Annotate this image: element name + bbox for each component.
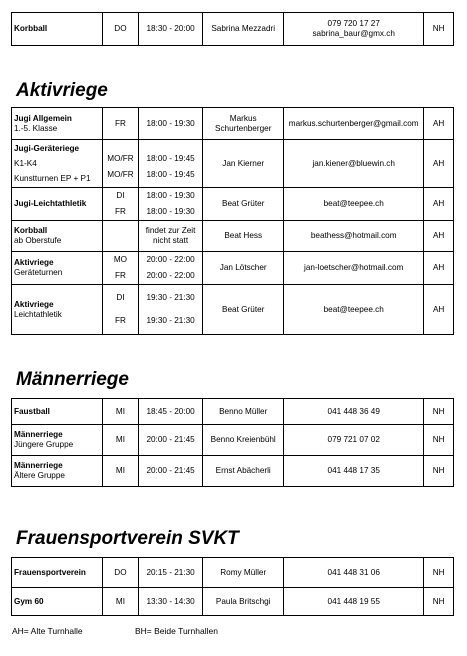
contact-cell: beathess@hotmail.com (284, 221, 424, 252)
hall-cell: NH (424, 13, 454, 46)
top-table (11, 12, 454, 46)
table-row (12, 425, 454, 456)
group-name: Korbball (12, 13, 103, 46)
day-cell: MI (103, 399, 139, 425)
section-title-maennerriege: Männerriege (16, 369, 129, 390)
time-cell (138, 221, 202, 252)
group-name: Jugi Allgemein (14, 113, 72, 123)
time-cell (138, 188, 202, 221)
group-name: Aktivriege (14, 299, 54, 309)
time-cell (138, 140, 202, 188)
time-cell: 18:45 - 20:00 (138, 399, 202, 425)
group-cell (12, 221, 103, 252)
table-row (12, 221, 454, 252)
time-cell: 13:30 - 14:30 (138, 588, 202, 616)
time-value: 18:00 - 19:45 (146, 169, 195, 179)
time-value: 18:00 - 19:30 (146, 207, 195, 216)
aktivriege-table (11, 107, 454, 335)
group-name: Faustball (12, 399, 103, 425)
legend-bh: BH= Beide Turnhallen (135, 626, 218, 636)
day-cell: DO (103, 13, 139, 46)
group-sub: ab Oberstufe (14, 236, 62, 245)
time-cell (138, 285, 202, 335)
table-row (12, 456, 454, 487)
leader-cell: Romy Müller (203, 558, 284, 588)
group-sub: Ältere Gruppe (14, 471, 65, 480)
day-cell (103, 285, 139, 335)
group-cell (12, 285, 103, 335)
group-name: Aktivriege (14, 258, 54, 267)
time-cell: 18:00 - 19:30 (138, 108, 202, 140)
table-row (12, 188, 454, 221)
group-name: Männerriege (14, 430, 63, 439)
leader-last: Schurtenberger (214, 123, 272, 133)
table-row (12, 285, 454, 335)
group-sub: Kunstturnen EP + P1 (14, 173, 91, 183)
group-name: Jugi-Leichtathletik (12, 188, 103, 221)
time-value: 18:00 - 19:45 (146, 153, 195, 163)
hall-cell: AH (424, 285, 454, 335)
group-sub: Leichtathletik (14, 309, 62, 319)
hall-cell: AH (424, 108, 454, 140)
table-row (12, 252, 454, 285)
table-row (12, 140, 454, 188)
group-sub: Geräteturnen (14, 268, 63, 277)
hall-cell: AH (424, 140, 454, 188)
contact-cell: beat@teepee.ch (284, 285, 424, 335)
time-value: 20:00 - 22:00 (146, 255, 195, 264)
leader-cell: Benno Müller (203, 399, 284, 425)
table-row (12, 399, 454, 425)
day-value: FR (114, 316, 126, 325)
day-cell (103, 140, 139, 188)
time-cell: 20:00 - 21:45 (138, 456, 202, 487)
group-cell (12, 140, 103, 188)
time-note: nicht statt (153, 236, 189, 245)
group-name: Korbball (14, 226, 48, 235)
group-sub: K1-K4 (14, 158, 37, 168)
hall-cell: NH (424, 558, 454, 588)
group-name: Männerriege (14, 461, 63, 470)
maennerriege-table (11, 398, 454, 487)
leader-cell: Jan Lötscher (203, 252, 284, 285)
group-cell (12, 425, 103, 456)
day-value: FR (114, 271, 126, 280)
contact-cell: 041 448 17 35 (284, 456, 424, 487)
legend-ah: AH= Alte Turnhalle (12, 626, 83, 636)
time-value: 20:00 - 22:00 (146, 271, 195, 280)
day-value: MO/FR (107, 169, 134, 179)
time-cell: 18:30 - 20:00 (138, 13, 202, 46)
hall-cell: AH (424, 188, 454, 221)
time-cell: 20:00 - 21:45 (138, 425, 202, 456)
contact-cell: 041 448 19 55 (284, 588, 424, 616)
day-value: FR (114, 207, 126, 216)
day-cell (103, 221, 139, 252)
time-value: 19:30 - 21:30 (146, 316, 195, 325)
table-row (12, 108, 454, 140)
day-value: MO/FR (107, 153, 134, 163)
time-cell (138, 252, 202, 285)
day-cell: DO (103, 558, 139, 588)
contact-cell: jan-loetscher@hotmail.com (284, 252, 424, 285)
table-row (12, 558, 454, 588)
day-value: DI (116, 293, 125, 302)
leader-cell (203, 108, 284, 140)
leader-cell: Jan Kierner (203, 140, 284, 188)
frauen-table (11, 557, 454, 616)
leader-cell: Benno Kreienbühl (203, 425, 284, 456)
hall-cell: NH (424, 425, 454, 456)
day-cell: MI (103, 425, 139, 456)
leader-cell: Paula Britschgi (203, 588, 284, 616)
hall-cell: NH (424, 399, 454, 425)
section-title-aktivriege: Aktivriege (16, 80, 108, 101)
table-row (12, 13, 454, 46)
contact-cell: 079 721 07 02 (284, 425, 424, 456)
day-value: MO (113, 255, 128, 264)
group-sub: Jüngere Gruppe (14, 440, 74, 449)
day-cell: MI (103, 588, 139, 616)
contact-cell: 041 448 31 06 (284, 558, 424, 588)
day-cell (103, 188, 139, 221)
leader-first: Markus (229, 113, 257, 123)
hall-cell: AH (424, 252, 454, 285)
time-value: 18:00 - 19:30 (146, 191, 195, 200)
leader-cell: Sabrina Mezzadri (203, 13, 284, 46)
day-value: DI (116, 191, 125, 200)
group-cell (12, 252, 103, 285)
group-name: Jugi-Geräteriege (14, 143, 80, 153)
time-cell: 20:15 - 21:30 (138, 558, 202, 588)
hall-cell: NH (424, 456, 454, 487)
contact-cell: beat@teepee.ch (284, 188, 424, 221)
hall-cell: AH (424, 221, 454, 252)
leader-cell: Beat Grüter (203, 285, 284, 335)
time-note: findet zur Zeit (145, 226, 196, 235)
hall-cell: NH (424, 588, 454, 616)
day-cell: FR (103, 108, 139, 140)
leader-cell: Beat Hess (203, 221, 284, 252)
day-cell (103, 252, 139, 285)
day-cell: MI (103, 456, 139, 487)
contact-email: sabrina_baur@gmx.ch (312, 29, 395, 38)
group-sub: 1.-5. Klasse (14, 123, 58, 133)
leader-cell: Beat Grüter (203, 188, 284, 221)
contact-cell (284, 13, 424, 46)
group-cell (12, 456, 103, 487)
group-cell (12, 108, 103, 140)
contact-phone: 079 720 17 27 (327, 19, 380, 28)
contact-cell: markus.schurtenberger@gmail.com (284, 108, 424, 140)
group-name: Gym 60 (12, 588, 103, 616)
group-name: Frauensportverein (12, 558, 103, 588)
contact-cell: jan.kiener@bluewin.ch (284, 140, 424, 188)
time-value: 19:30 - 21:30 (146, 293, 195, 302)
section-title-frauensportverein: Frauensportverein SVKT (16, 528, 239, 549)
table-row (12, 588, 454, 616)
leader-cell: Ernst Abächerli (203, 456, 284, 487)
contact-cell: 041 448 36 49 (284, 399, 424, 425)
